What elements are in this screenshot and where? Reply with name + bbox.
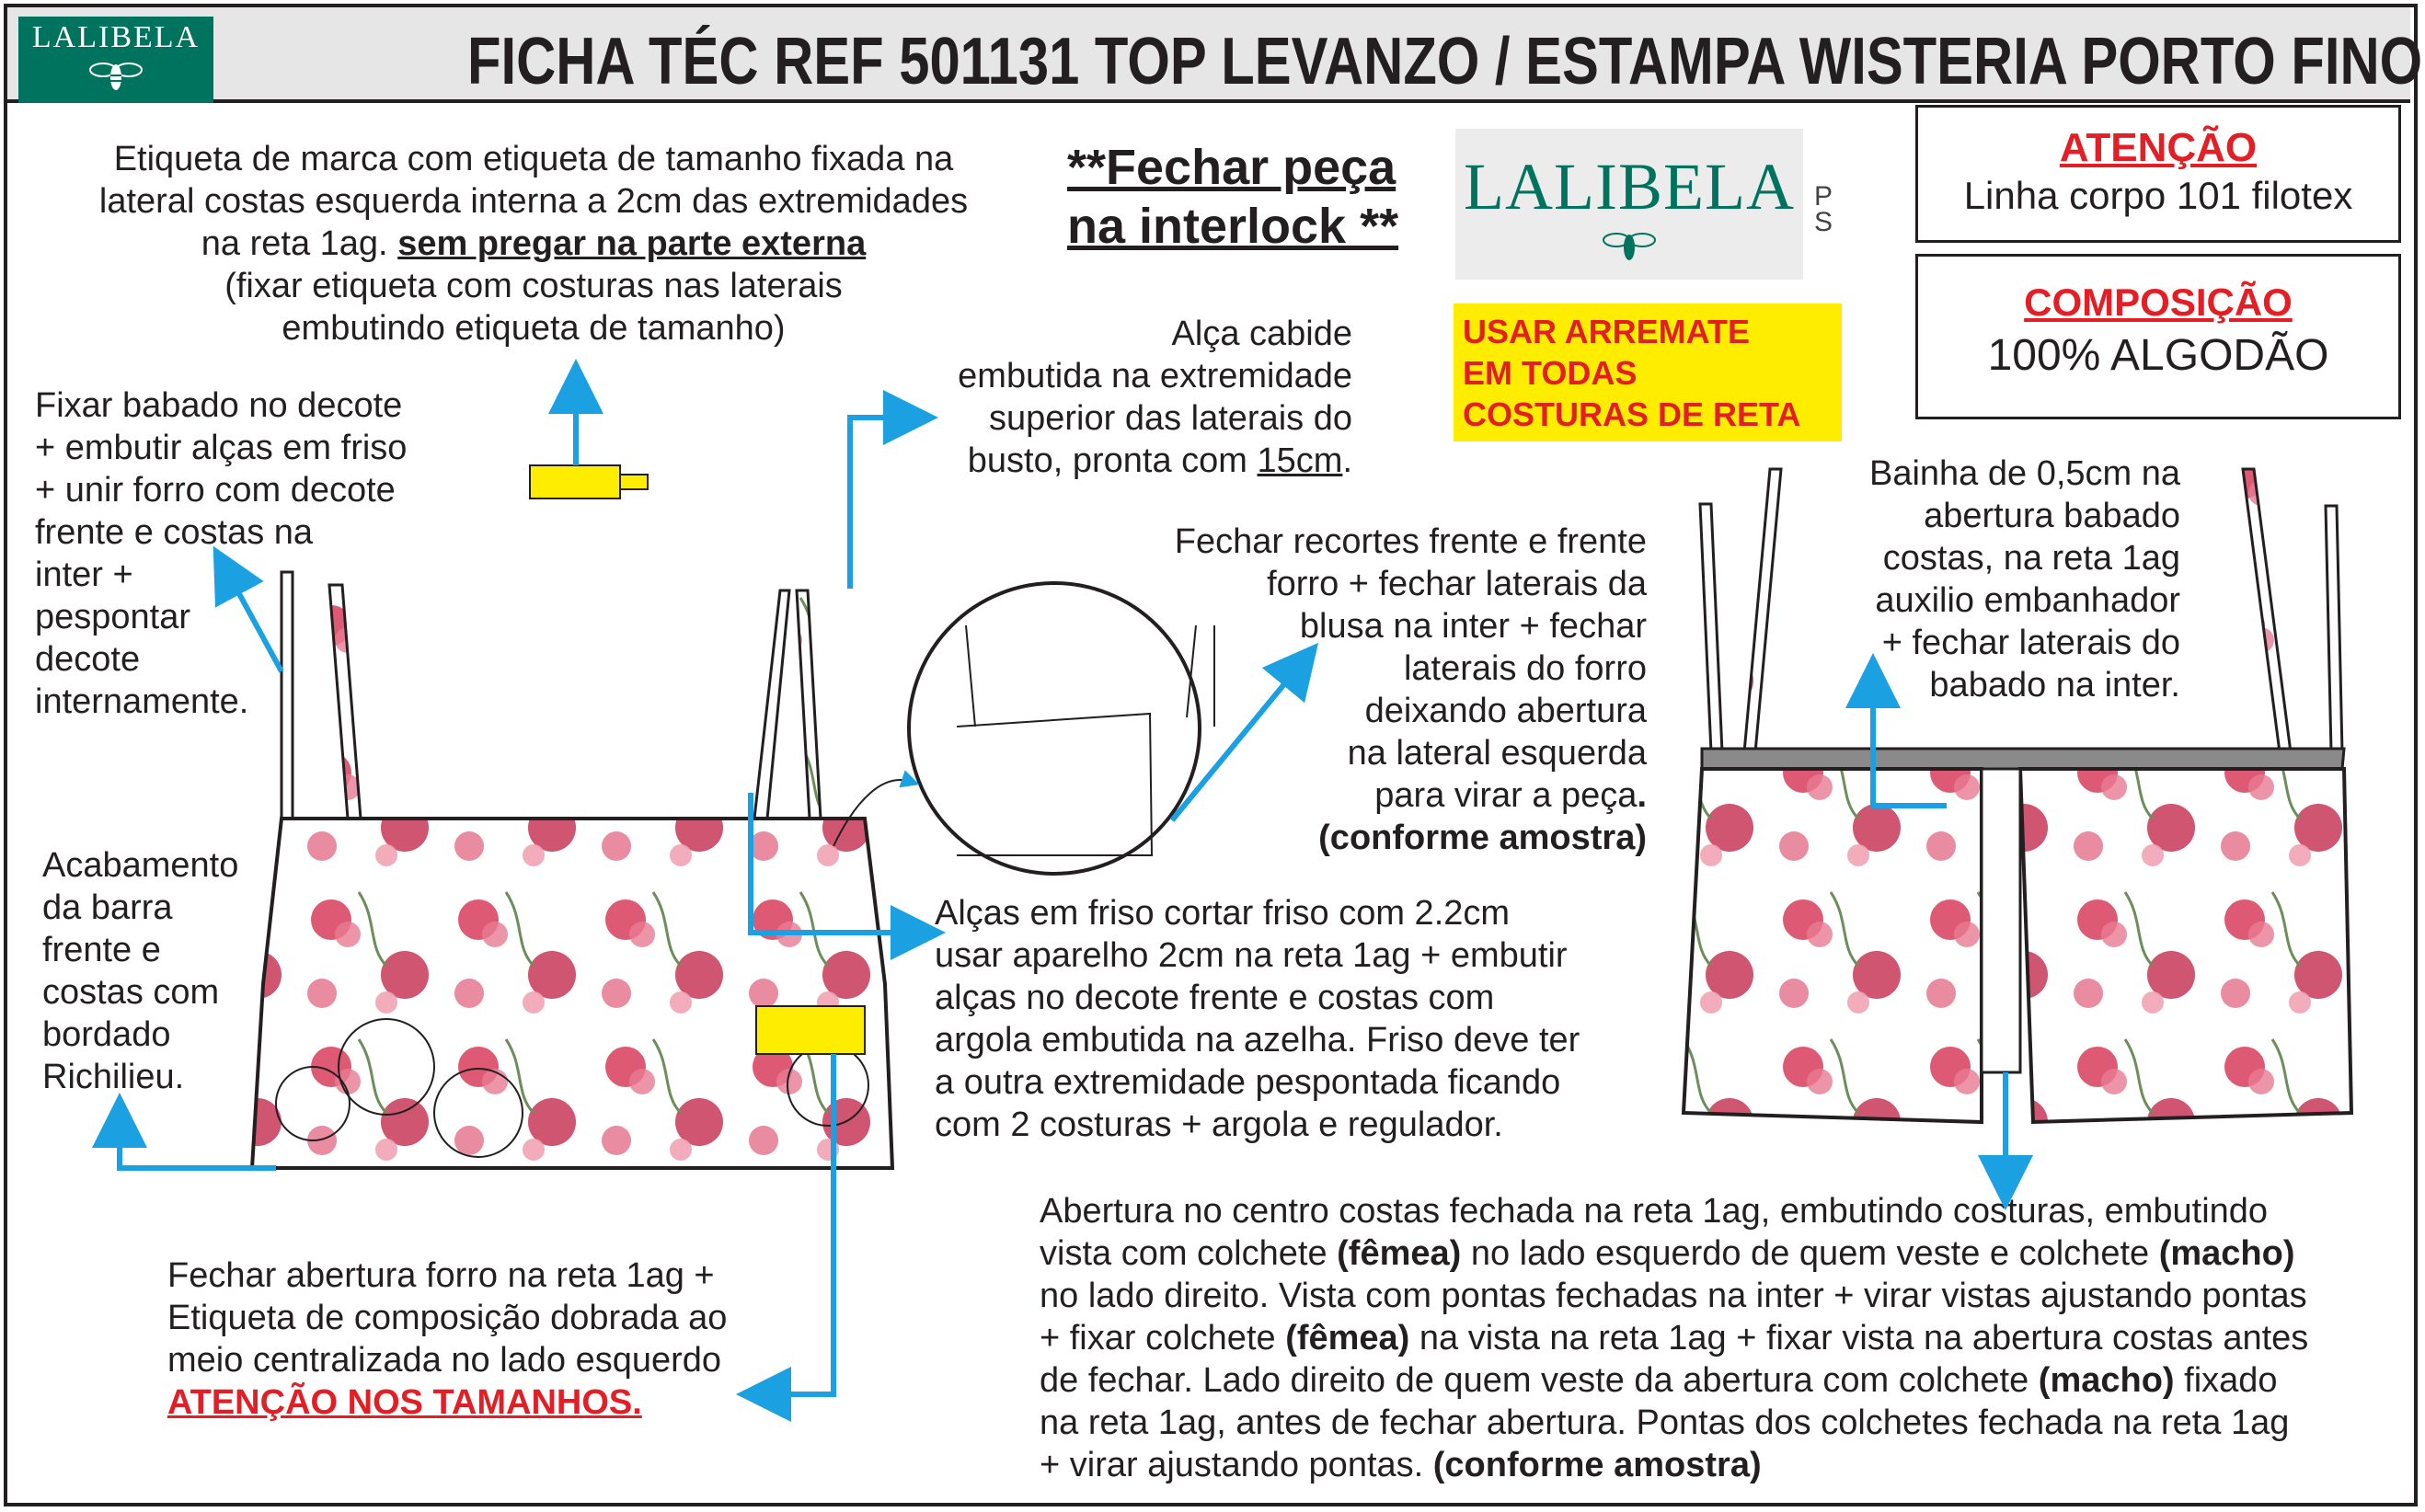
note-emphasis: (conforme amostra) — [1432, 1446, 1762, 1484]
note-line: frente e — [42, 931, 161, 969]
note-line: inter + — [35, 556, 133, 594]
note-line: . — [1342, 441, 1352, 480]
note-line: alças no decote frente e costas com — [935, 979, 1495, 1017]
note-line: a outra extremidade pespontada ficando — [935, 1063, 1561, 1102]
interlock-line: **Fechar peça — [1067, 140, 1396, 195]
hook-eye-closure — [1982, 769, 2020, 1072]
note-emphasis: (conforme amostra) — [1318, 819, 1647, 857]
brand-label-marker — [530, 465, 620, 498]
brand-logo-text: LALIBELA — [31, 20, 201, 54]
note-line: auxilio embanhador — [1875, 581, 2180, 620]
note-line: Richilieu. — [42, 1058, 185, 1096]
note-line: na reta 1ag, antes de fechar abertura. Pontas dos colchetes fechada na reta 1ag — [1040, 1403, 2290, 1442]
note-line: + unir forro com decote — [35, 471, 396, 510]
note-line: frente e costas na — [35, 513, 314, 552]
note-line: para virar a peça — [1374, 776, 1638, 815]
note-line: deixando abertura — [1364, 692, 1647, 730]
note-line: de fechar. Lado direito de quem veste da abertura com colchete — [1040, 1361, 2039, 1400]
note-line: laterais do forro — [1403, 649, 1647, 688]
note-line: Etiqueta de composição dobrada ao — [167, 1299, 728, 1337]
note-line: pespontar — [35, 598, 191, 636]
interlock-line: na interlock ** — [1067, 199, 1399, 254]
note-line: Alça cabide — [1171, 315, 1352, 353]
note-emphasis: (macho) — [2038, 1361, 2175, 1400]
brand-logo-name: LALIBELA — [1464, 150, 1795, 223]
note-line: vista com colchete — [1040, 1234, 1338, 1273]
note-line: costas, na reta 1ag — [1882, 539, 2180, 578]
note-line: da barra — [42, 888, 173, 927]
note-line: forro + fechar laterais da — [1267, 565, 1647, 603]
note-line: babado na inter. — [1929, 666, 2180, 704]
note-line: internamente. — [35, 682, 249, 721]
note-line: blusa na inter + fechar — [1299, 607, 1647, 646]
note-line: busto, pronta com — [967, 441, 1247, 480]
note-line: embutindo etiqueta de tamanho) — [282, 309, 786, 348]
note-emphasis: sem pregar na parte externa — [397, 224, 867, 263]
note-line: embutida na extremidade — [958, 357, 1352, 395]
note-line: Fixar babado no decote — [35, 386, 403, 425]
note-line: argola embutida na azelha. Friso deve ter — [935, 1021, 1580, 1060]
note-line: (fixar etiqueta com costuras nas laterais — [224, 267, 843, 305]
note-line: lateral costas esquerda interna a 2cm das extremidades — [98, 182, 969, 221]
note-emphasis: (fêmea) — [1337, 1234, 1462, 1273]
note-line: na vista na reta 1ag + fixar vista na abertura costas antes — [1409, 1319, 2309, 1357]
note-emphasis: (fêmea) — [1285, 1319, 1410, 1357]
note-line: no lado esquerdo de quem veste e colchete — [1461, 1234, 2159, 1273]
sizes-warning: ATENÇÃO NOS TAMANHOS. — [167, 1383, 642, 1422]
note-line: + fixar colchete — [1040, 1319, 1286, 1357]
back-garment-illustration — [1684, 469, 2351, 1122]
note-line: Abertura no centro costas fechada na reta 1ag, embutindo costuras, embutindo — [1040, 1192, 2269, 1231]
note-line: na lateral esquerda — [1347, 734, 1647, 773]
note-line: + embutir alças em friso — [35, 429, 408, 467]
attention-heading: ATENÇÃO — [2059, 125, 2258, 170]
detail-callout-circle — [833, 583, 1214, 874]
note-line: costas com — [42, 973, 220, 1012]
note-line: + fechar laterais do — [1881, 624, 2180, 662]
note-line: Fechar abertura forro na reta 1ag + — [167, 1256, 715, 1295]
warning-line: EM TODAS — [1463, 354, 1638, 392]
page-title: FICHA TÉC REF 501131 TOP LEVANZO / ESTAMPA WISTERIA PORTO FINO — [467, 25, 2423, 98]
brand-logo-suffix: P S — [1813, 181, 1833, 237]
note-line: abertura babado — [1924, 497, 2180, 535]
note-line: Etiqueta de marca com etiqueta de tamanho fixada na — [113, 140, 954, 178]
attention-text: Linha corpo 101 filotex — [1963, 174, 2353, 217]
warning-line: COSTURAS DE RETA — [1463, 395, 1801, 433]
note-line: fixado — [2174, 1361, 2278, 1400]
note-line: usar aparelho 2cm na reta 1ag + embutir — [935, 936, 1568, 975]
note-line: superior das laterais do — [989, 399, 1352, 438]
composition-heading: COMPOSIÇÃO — [2024, 281, 2293, 324]
note-line: decote — [35, 640, 141, 679]
note-emphasis: 15cm — [1257, 441, 1343, 480]
note-line: bordado — [42, 1015, 171, 1054]
note-line: Acabamento — [42, 846, 239, 885]
note-line: no lado direito. Vista com pontas fechadas na inter + virar vistas ajustando pontas — [1040, 1277, 2307, 1315]
note-emphasis: (macho) — [2158, 1234, 2295, 1273]
composition-label-marker — [756, 1006, 865, 1054]
note-line: Bainha de 0,5cm na — [1868, 454, 2180, 493]
front-garment-illustration — [252, 572, 892, 1168]
note-line: na reta 1ag. — [201, 224, 388, 263]
note-line: com 2 costuras + argola e regulador. — [935, 1105, 1503, 1144]
note-line: Fechar recortes frente e frente — [1174, 522, 1647, 561]
composition-text: 100% ALGODÃO — [1987, 331, 2329, 380]
warning-line: USAR ARREMATE — [1463, 313, 1750, 350]
note-line: . — [1637, 776, 1647, 815]
note-line: Alças em friso cortar friso com 2.2cm — [935, 894, 1511, 933]
note-line: meio centralizada no lado esquerdo — [167, 1341, 722, 1380]
note-line: + virar ajustando pontas. — [1040, 1446, 1433, 1484]
